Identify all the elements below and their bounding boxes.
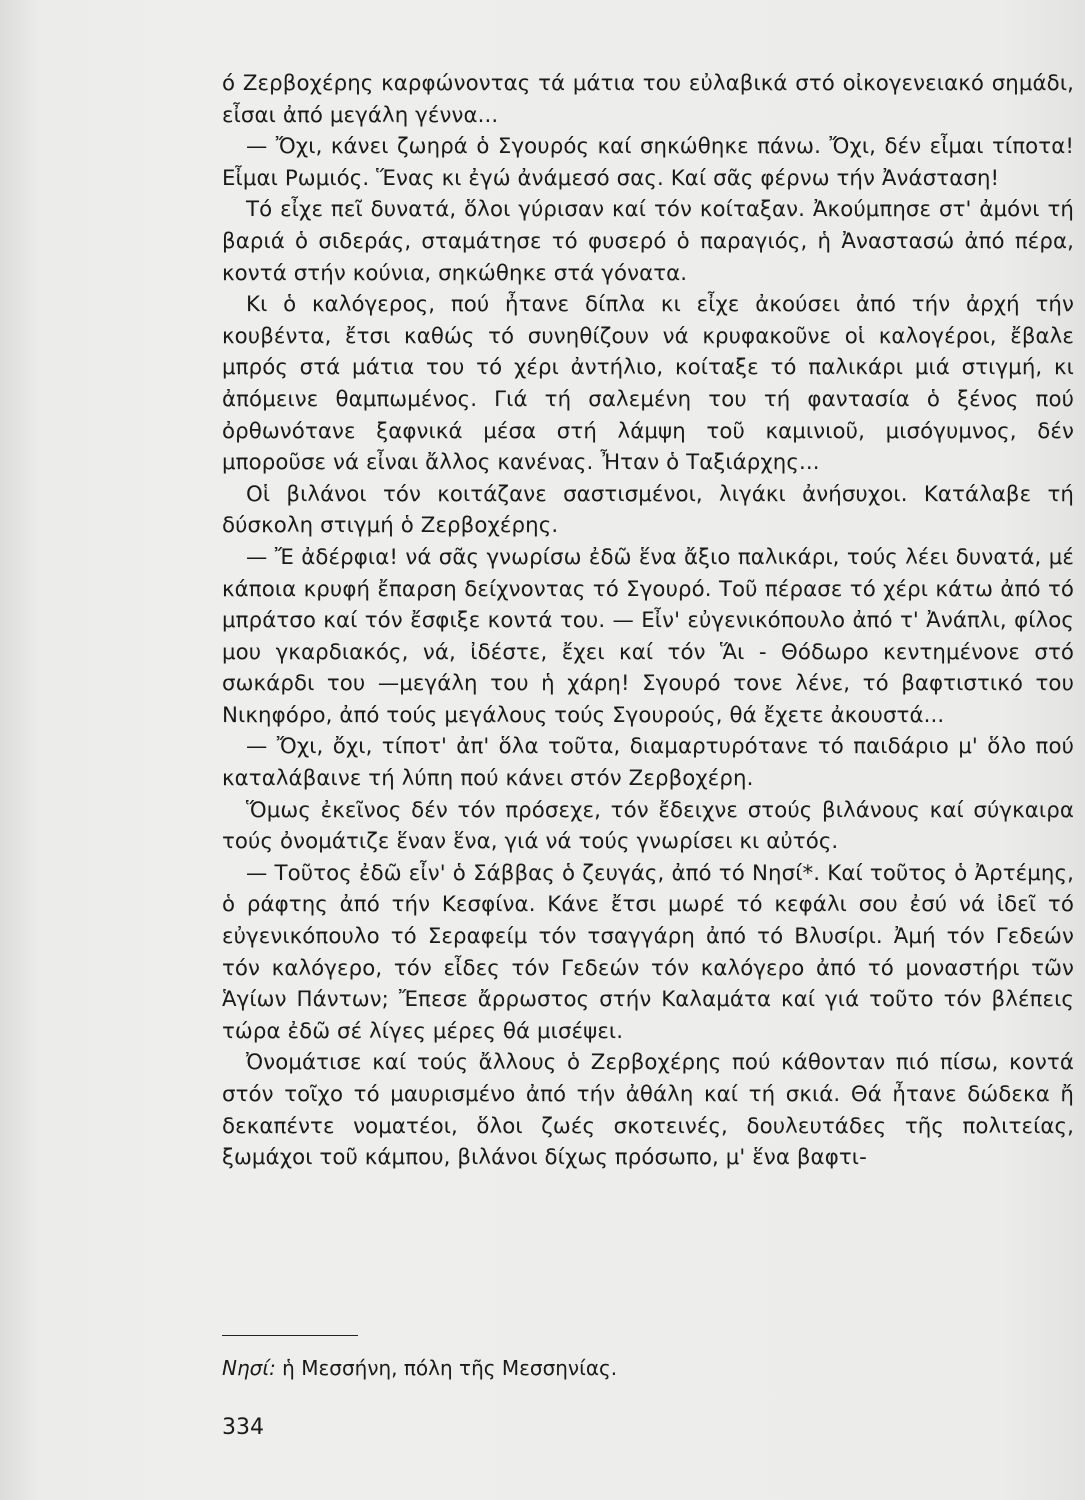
page-number: 334 bbox=[222, 1415, 264, 1440]
paragraph-9: — Τοῦτος ἐδῶ εἶν' ὁ Σάββας ὁ ζευγάς, ἀπό τό Νησί*. Καί τοῦτος ὁ Ἀρτέμης, ὁ ράφτης ἀπό τήν Κεσφίνα. Κάνε ἔτσι μωρέ τό κεφάλι σου ἐσύ νά ἰδεῖ τό εὐγενικόπουλο τό Σεραφείμ τόν τσαγγάρη ἀπό τό Βλυσίρι. Ἀμή τόν Γεδεών τόν καλόγερο, τόν εἶδες τόν Γεδεών τόν καλόγερο ἀπό τό μοναστήρι τῶν Ἁγίων Πάντων; Ἔπεσε ἄρρωστος στήν Καλαμάτα καί γιά τοῦτο τόν βλέπεις τώρα ἐδῶ σέ λίγες μέρες θά μισέψει. bbox=[222, 860, 1074, 1044]
paragraph-2: — Ὄχι, κάνει ζωηρά ὁ Σγουρός καί σηκώθηκε πάνω. Ὄχι, δέν εἶμαι τίποτα! Εἶμαι Ρωμιός. Ἕνας κι ἐγώ ἀνάμεσό σας. Καί σᾶς φέρνω τήν Ἀνάσταση! bbox=[222, 134, 1074, 191]
paragraph-6: — Ἔ ἀδέρφια! νά σᾶς γνωρίσω ἐδῶ ἕνα ἄξιο παλικάρι, τούς λέει δυνατά, μέ κάποια κρυφή ἔπαρση δείχνοντας τό Σγουρό. Τοῦ πέρασε τό χέρι κάτω ἀπό τό μπράτσο καί τόν ἔσφιξε κοντά του. — Εἶν' εὐγενικόπουλο ἀπό τ' Ἀνάπλι, φίλος μου γκαρδιακός, νά, ἰδέστε, ἔχει καί τόν Ἅι - Θόδωρο κεντημένονε στό σωκάρδι του —μεγάλη του ἡ χάρη! Σγουρό τονε λένε, τό βαφτιστικό του Νικηφόρο, ἀπό τούς μεγάλους τούς Σγουρούς, θά ἔχετε ἀκουστά... bbox=[222, 544, 1074, 728]
paragraph-3: Τό εἶχε πεῖ δυνατά, ὅλοι γύρισαν καί τόν κοίταξαν. Ἀκούμπησε στ' ἀμόνι τή βαριά ὁ σιδεράς, σταμάτησε τό φυσερό ὁ παραγιός, ἡ Ἀναστασώ ἀπό πέρα, κοντά στήν κούνια, σηκώθηκε στά γόνατα. bbox=[222, 197, 1074, 286]
footnote-term: Νησί: bbox=[222, 1356, 276, 1380]
footnote-divider bbox=[222, 1335, 358, 1336]
paragraph-10: Ὀνομάτισε καί τούς ἄλλους ὁ Ζερβοχέρης πού κάθονταν πιό πίσω, κοντά στόν τοῖχο τό μαυρισμένο ἀπό τήν ἀθάλη καί τή σκιά. Θά ἦτανε δώδεκα ἤ δεκαπέντε νοματέοι, ὅλοι ζωές σκοτεινές, δουλευτάδες τῆς πολιτείας, ξωμάχοι τοῦ κάμπου, βιλάνοι δίχως πρόσωπο, μ' ἕνα βαφτι- bbox=[222, 1050, 1074, 1171]
footnote-text: ἡ Μεσσήνη, πόλη τῆς Μεσσηνίας. bbox=[275, 1356, 618, 1380]
main-text bbox=[222, 68, 1074, 1174]
paragraph-1: ό Ζερβοχέρης καρφώνοντας τά μάτια του εὐλαβικά στό οἰκογενειακό σημάδι, εἶσαι ἀπό μεγάλη γέννα... bbox=[222, 71, 1074, 128]
footnote bbox=[222, 1354, 617, 1382]
paragraph-5: Οἱ βιλάνοι τόν κοιτάζανε σαστισμένοι, λιγάκι ἀνήσυχοι. Κατάλαβε τή δύσκολη στιγμή ὁ Ζερβοχέρης. bbox=[222, 481, 1074, 539]
paragraph-8: Ὅμως ἐκεῖνος δέν τόν πρόσεχε, τόν ἔδειχνε στούς βιλάνους καί σύγκαιρα τούς ὀνομάτιζε ἕναν ἕνα, γιά νά τούς γνωρίσει κι αὐτός. bbox=[222, 797, 1074, 855]
paragraph-4: Κι ὁ καλόγερος, πού ἦτανε δίπλα κι εἶχε ἀκούσει ἀπό τήν ἀρχή τήν κουβέντα, ἔτσι καθώς τό συνηθίζουν νά κρυφακοῦνε οἱ καλογέροι, ἔβαλε μπρός στά μάτια του τό χέρι ἀντήλιο, κοίταξε τό παλικάρι μιά στιγμή, κι ἀπόμεινε θαμπωμένος. Γιά τή σαλεμένη του τή φαντασία ὁ ξένος πού ὀρθωνότανε ξαφνικά μέσα στή λάμψη τοῦ καμινιοῦ, μισόγυμνος, δέν μποροῦσε νά εἶναι ἄλλος κανένας. Ἦταν ὁ Ταξιάρχης... bbox=[222, 292, 1074, 476]
paragraph-7: — Ὄχι, ὄχι, τίποτ' ἀπ' ὅλα τοῦτα, διαμαρτυρότανε τό παιδάριο μ' ὅλο πού καταλάβαινε τή λύπη πού κάνει στόν Ζερβοχέρη. bbox=[222, 734, 1074, 792]
